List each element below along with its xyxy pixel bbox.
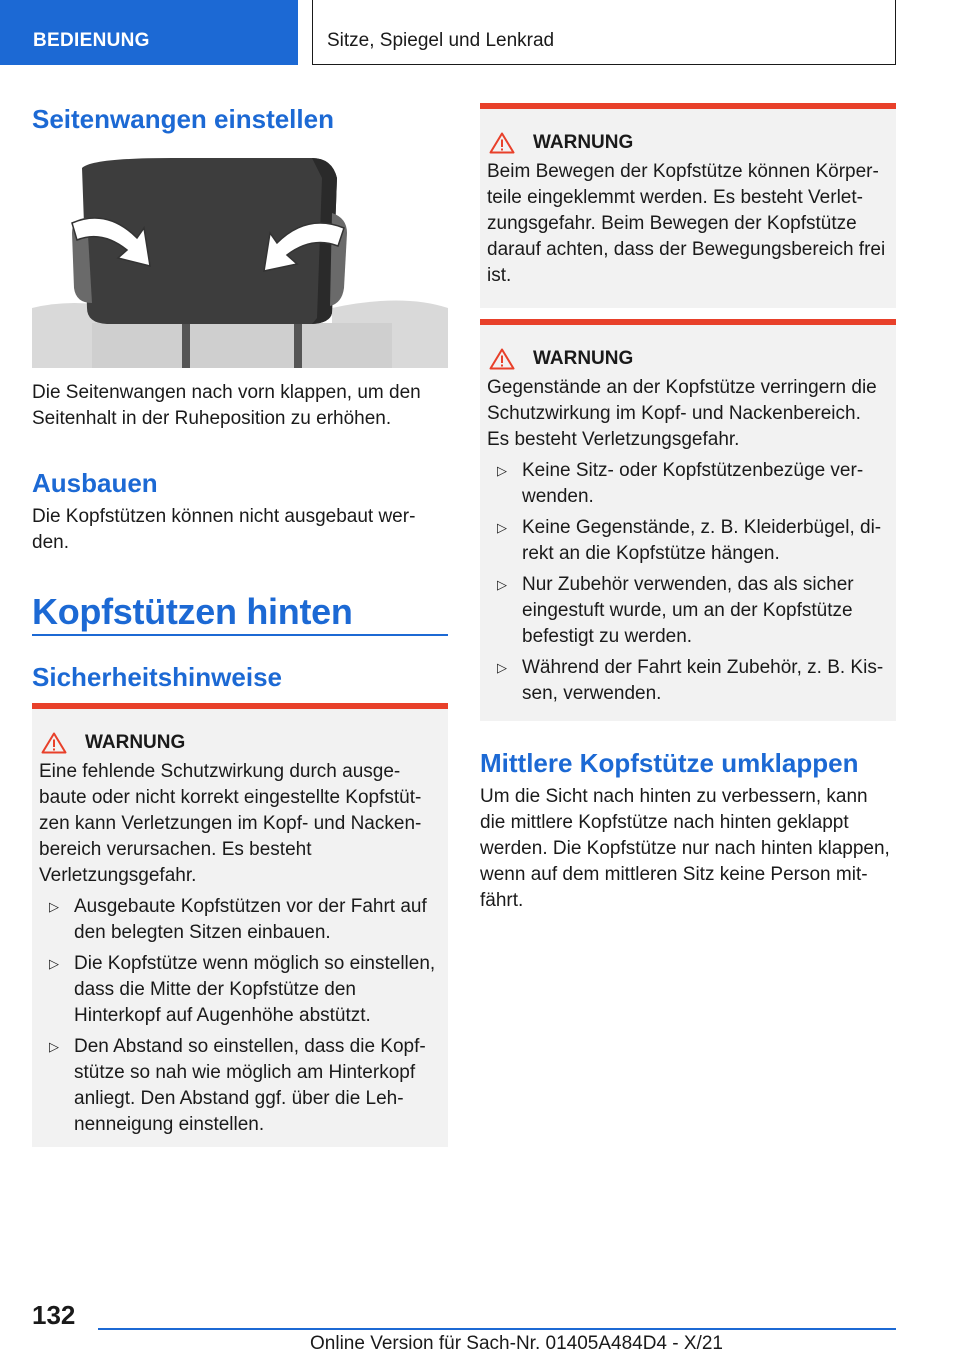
list-item xyxy=(487,655,888,707)
header-section-title: Sitze, Spiegel und Lenkrad xyxy=(312,0,896,65)
triangle-right-icon: ▷ xyxy=(49,1039,59,1054)
heading-mittlere-kopfstuetze: Mittlere Kopfstütze umklappen xyxy=(480,748,859,778)
warning-header xyxy=(39,731,440,755)
heading-seitenwangen: Seitenwangen einstellen xyxy=(32,104,334,134)
list-item-text: Keine Gegenstände, z. B. Kleiderbügel, direkt an die Kopfstütze hängen. xyxy=(522,517,882,564)
seitenwangen-text: Die Seitenwangen nach vorn klappen, um den Seitenhalt in der Ruheposition zu erhöhen. xyxy=(32,382,421,429)
heading-sicherheitshinweise: Sicherheitshinweise xyxy=(32,662,282,692)
ausbauen-text: Die Kopfstützen können nicht ausgebaut werden. xyxy=(32,506,416,553)
list-item-text: Nur Zubehör verwenden, das als sicher eingestuft wurde, um an der Kopfstütze befestigt zu werden. xyxy=(522,574,854,647)
warning-text: Eine fehlende Schutzwirkung durch ausgebaute oder nicht korrekt eingestellte Kopfstützen kann Verletzungen im Kopf- und Nackenbereich verursachen. Es besteht Verletzungsgefahr. xyxy=(39,761,422,886)
chapter-rule xyxy=(32,634,448,636)
triangle-right-icon: ▷ xyxy=(497,463,507,478)
warning-box-right-2 xyxy=(480,319,896,721)
warning-header xyxy=(487,131,888,155)
warning-list xyxy=(39,894,440,1138)
list-item xyxy=(487,572,888,650)
warning-label: WARNUNG xyxy=(533,348,634,369)
footer-text: Online Version für Sach-Nr. 01405A484D4 - X/21 xyxy=(310,1333,723,1354)
triangle-right-icon: ▷ xyxy=(49,899,59,914)
warning-header xyxy=(487,347,888,371)
warning-box-right-1 xyxy=(480,103,896,308)
list-item xyxy=(39,1034,440,1138)
mittlere-kopfstuetze-text: Um die Sicht nach hinten zu verbessern, kann die mittlere Kopfstütze nach hinten geklappt werden. Die Kopfstütze nur nach hinten klappen, wenn auf dem mittleren Sitz keine Person mitfährt. xyxy=(480,786,890,911)
heading-ausbauen: Ausbauen xyxy=(32,468,158,498)
warning-triangle-icon xyxy=(41,732,67,754)
list-item xyxy=(487,458,888,510)
warning-text: Gegenstände an der Kopfstütze verringern die Schutzwirkung im Kopf- und Nackenbereich. Es besteht Verletzungsgefahr. xyxy=(487,377,877,450)
warning-label: WARNUNG xyxy=(85,732,186,753)
triangle-right-icon: ▷ xyxy=(497,520,507,535)
warning-text: Beim Bewegen der Kopfstütze können Körperteile eingeklemmt werden. Es besteht Verletzungsgefahr. Beim Bewegen der Kopfstütze darauf achten, dass der Bewegungsbereich frei ist. xyxy=(487,161,886,286)
warning-triangle-icon xyxy=(489,348,515,370)
list-item xyxy=(487,515,888,567)
header-chapter-tab: BEDIENUNG xyxy=(0,0,298,65)
list-item-text: Ausgebaute Kopfstützen vor der Fahrt auf den belegten Sitzen einbauen. xyxy=(74,896,427,943)
footer-rule xyxy=(98,1328,896,1330)
list-item-text: Die Kopfstütze wenn möglich so einstellen, dass die Mitte der Kopfstütze den Hinterkopf auf Augenhöhe abstützt. xyxy=(74,953,436,1026)
warning-list xyxy=(487,458,888,707)
triangle-right-icon: ▷ xyxy=(497,660,507,675)
page-number: 132 xyxy=(32,1300,76,1330)
headrest-illustration xyxy=(32,158,448,368)
triangle-right-icon: ▷ xyxy=(49,956,59,971)
warning-box-left xyxy=(32,703,448,1147)
warning-triangle-icon xyxy=(489,132,515,154)
warning-label: WARNUNG xyxy=(533,132,634,153)
triangle-right-icon: ▷ xyxy=(497,577,507,592)
chapter-heading-kopfstuetzen-hinten: Kopfstützen hinten xyxy=(32,591,353,632)
list-item xyxy=(39,894,440,946)
list-item-text: Während der Fahrt kein Zubehör, z. B. Kissen, verwenden. xyxy=(522,657,884,704)
headrest-image xyxy=(32,158,448,368)
list-item xyxy=(39,951,440,1029)
list-item-text: Den Abstand so einstellen, dass die Kopfstütze so nah wie möglich am Hinterkopf anliegt. Den Abstand ggf. über die Lehnenneigung einstellen. xyxy=(74,1036,426,1135)
list-item-text: Keine Sitz- oder Kopfstützenbezüge verwenden. xyxy=(522,460,864,507)
